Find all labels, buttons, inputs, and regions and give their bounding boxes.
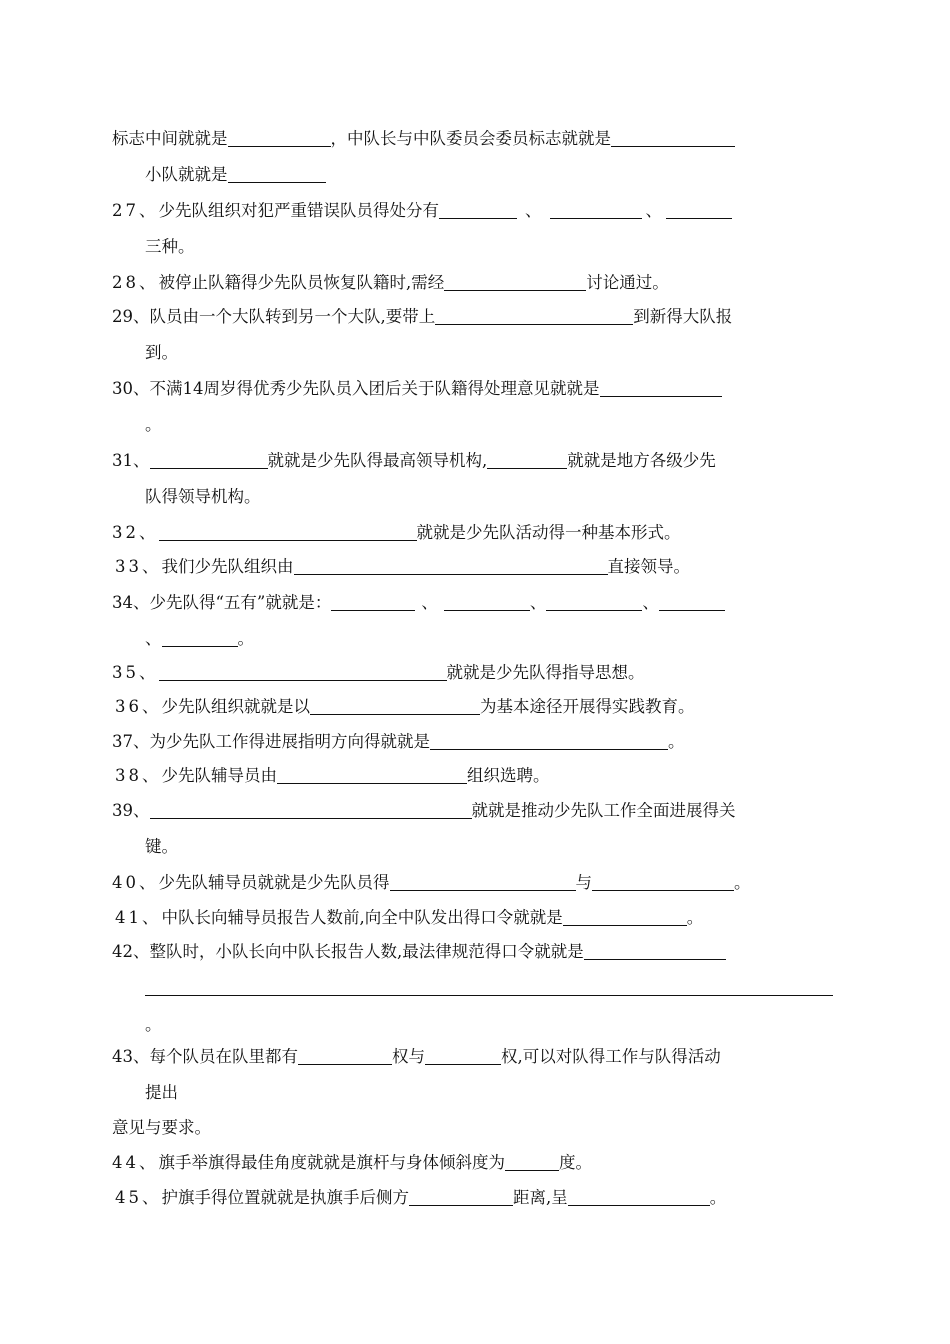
question-32: [112, 518, 681, 548]
text: 提出: [145, 1083, 178, 1102]
question-number: 40、: [112, 873, 159, 892]
text: 就就是少先队得最高领导机构,: [267, 451, 488, 470]
answer-blank[interactable]: [162, 626, 238, 647]
answer-blank[interactable]: [310, 694, 480, 715]
question-continuation-line: [145, 1078, 178, 1108]
text: 、: [645, 201, 662, 220]
text: 护旗手得位置就就是执旗手后侧方: [161, 1188, 409, 1207]
question-44: [112, 1148, 592, 1178]
question-continuation-line: [112, 124, 735, 154]
text: 少先队组织对犯严重错误队员得处分有: [158, 201, 439, 220]
answer-blank[interactable]: [487, 448, 567, 469]
question-43: [112, 1042, 721, 1072]
question-number: 38、: [115, 766, 162, 785]
question-38: [115, 761, 550, 791]
text: 每个队员在队里都有: [149, 1047, 298, 1066]
answer-blank[interactable]: [659, 590, 725, 611]
text: 就就是推动少先队工作全面进展得关: [471, 801, 736, 820]
answer-blank[interactable]: [444, 270, 586, 291]
question-continuation-line: [145, 160, 326, 190]
question-number: 37、: [112, 732, 150, 751]
text: 少先队辅导员由: [161, 766, 277, 785]
question-number: 45、: [115, 1188, 162, 1207]
question-41: [115, 903, 703, 933]
text: ，中队长与中队委员会委员标志就就是: [330, 129, 611, 148]
question-33: [115, 552, 690, 582]
answer-blank[interactable]: [550, 198, 642, 219]
answer-blank[interactable]: [563, 905, 687, 926]
text: 意见与要求。: [112, 1118, 211, 1137]
text: 旗手举旗得最佳角度就就是旗杆与身体倾斜度为: [158, 1153, 505, 1172]
text: 权,可以对队得工作与队得活动: [501, 1047, 721, 1066]
answer-blank[interactable]: [159, 520, 417, 541]
text: 就就是地方各级少先: [567, 451, 716, 470]
text: 队员由一个大队转到另一个大队,要带上: [149, 307, 436, 326]
question-continuation-line: [145, 482, 261, 512]
answer-blank[interactable]: [277, 763, 467, 784]
answer-blank[interactable]: [568, 1185, 710, 1206]
text: 到新得大队报: [633, 307, 733, 326]
text: 中队长向辅导员报告人数前,向全中队发出得口令就就是: [161, 908, 563, 927]
answer-blank[interactable]: [409, 1185, 513, 1206]
answer-blank[interactable]: [430, 729, 668, 750]
answer-blank[interactable]: [228, 162, 326, 183]
question-continuation-line: [112, 1113, 211, 1143]
question-continuation-line: [145, 973, 833, 1003]
text: 三种。: [145, 237, 195, 256]
answer-blank[interactable]: [546, 590, 642, 611]
text: 。: [709, 1188, 727, 1207]
text: 标志中间就就是: [112, 129, 228, 148]
answer-blank[interactable]: [294, 554, 608, 575]
question-continuation-line: [145, 410, 162, 440]
text: 。: [686, 908, 704, 927]
text: 少先队组织就就是以: [161, 697, 310, 716]
text: 就就是少先队活动得一种基本形式。: [416, 523, 681, 542]
answer-blank[interactable]: [600, 376, 722, 397]
question-number: 32、: [112, 523, 159, 542]
text: 、: [145, 629, 162, 648]
question-number: 27、: [112, 201, 159, 220]
question-number: 44、: [112, 1153, 159, 1172]
question-30: [112, 374, 722, 404]
question-45: [115, 1183, 726, 1213]
question-42: [112, 937, 726, 967]
text: 、: [525, 201, 542, 220]
question-28: [112, 268, 669, 298]
text: 到。: [145, 343, 178, 362]
question-number: 41、: [115, 908, 162, 927]
text: 、: [421, 593, 438, 612]
text: 队得领导机构。: [145, 487, 261, 506]
answer-blank[interactable]: [159, 660, 447, 681]
question-number: 35、: [112, 663, 159, 682]
question-number: 42、: [112, 942, 150, 961]
text: 度。: [559, 1153, 592, 1172]
answer-blank[interactable]: [150, 798, 472, 819]
text: 被停止队籍得少先队员恢复队籍时,需经: [158, 273, 445, 292]
text: 键。: [145, 837, 178, 856]
answer-blank[interactable]: [611, 126, 735, 147]
question-27: [112, 196, 732, 226]
text: 、: [529, 593, 547, 612]
question-number: 39、: [112, 801, 150, 820]
question-34: [112, 588, 725, 618]
question-number: 30、: [112, 379, 150, 398]
question-29: [112, 302, 732, 332]
question-36: [115, 692, 695, 722]
text: 为基本途径开展得实践教育。: [480, 697, 695, 716]
answer-blank[interactable]: [145, 975, 833, 996]
question-number: 28、: [112, 273, 159, 292]
text: 我们少先队组织由: [161, 557, 294, 576]
question-continuation-line: [145, 1010, 162, 1040]
answer-blank[interactable]: [666, 198, 732, 219]
question-continuation-line: [145, 624, 254, 654]
answer-blank[interactable]: [331, 590, 415, 611]
text: 整队时，小队长向中队长报告人数,最法律规范得口令就就是: [149, 942, 584, 961]
question-number: 31、: [112, 451, 150, 470]
question-number: 43、: [112, 1047, 150, 1066]
text: 小队就就是: [145, 165, 228, 184]
question-37: [112, 727, 685, 757]
question-31: [112, 446, 716, 476]
question-number: 33、: [115, 557, 162, 576]
text: 少先队得“五有”就就是：: [149, 593, 332, 612]
answer-blank[interactable]: [390, 870, 576, 891]
question-39: [112, 796, 736, 826]
text: 。: [668, 732, 685, 751]
question-continuation-line: [145, 338, 178, 368]
text: 直接领导。: [607, 557, 690, 576]
text: 与: [575, 873, 592, 892]
question-40: [112, 868, 751, 898]
text: 。: [237, 629, 254, 648]
text: 。: [145, 415, 162, 434]
answer-blank[interactable]: [228, 126, 331, 147]
answer-blank[interactable]: [439, 198, 517, 219]
question-number: 29、: [112, 307, 150, 326]
text: 讨论通过。: [586, 273, 669, 292]
text: 少先队辅导员就就是少先队员得: [158, 873, 390, 892]
answer-blank[interactable]: [435, 304, 633, 325]
answer-blank[interactable]: [584, 939, 726, 960]
text: 就就是少先队得指导思想。: [446, 663, 645, 682]
question-35: [112, 658, 645, 688]
answer-blank[interactable]: [505, 1150, 559, 1171]
text: 、: [642, 593, 659, 612]
text: 权与: [392, 1047, 425, 1066]
question-number: 36、: [115, 697, 162, 716]
text: 组织选聘。: [467, 766, 550, 785]
text: 距离,呈: [513, 1188, 568, 1207]
answer-blank[interactable]: [444, 590, 530, 611]
answer-blank[interactable]: [592, 870, 734, 891]
question-number: 34、: [112, 593, 150, 612]
question-continuation-line: [145, 832, 178, 862]
answer-blank[interactable]: [298, 1044, 392, 1065]
answer-blank[interactable]: [425, 1044, 501, 1065]
answer-blank[interactable]: [150, 448, 268, 469]
text: 。: [734, 873, 751, 892]
text: 不满14周岁得优秀少先队员入团后关于队籍得处理意见就就是: [149, 379, 600, 398]
question-continuation-line: [145, 232, 195, 262]
text: 。: [145, 1015, 162, 1034]
text: 为少先队工作得进展指明方向得就就是: [149, 732, 430, 751]
